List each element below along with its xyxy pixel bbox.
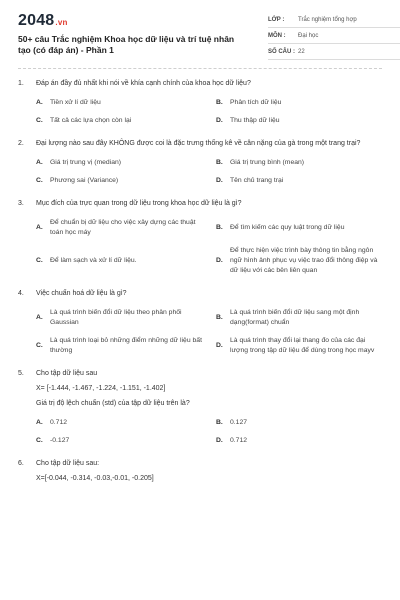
page-title: 50+ câu Trắc nghiệm Khoa học dữ liệu và trí tuệ nhân tạo (có đáp án) - Phần 1 (18, 34, 235, 55)
option-text: Để tìm kiếm các quy luật trong dữ liệu (230, 224, 345, 231)
question-4 (18, 288, 382, 356)
question-header (18, 368, 382, 379)
answer-option[interactable] (36, 116, 202, 126)
option-letter: C. (36, 257, 43, 264)
option-letter: D. (216, 177, 223, 184)
option-letter: C. (36, 437, 43, 444)
question-detail: X= [-1.444, -1.467, -1.224, -1.151, -1.402] (36, 385, 166, 392)
question-number: 6. (18, 460, 24, 467)
option-text: 0.712 (230, 437, 248, 444)
option-letter: A. (36, 99, 43, 106)
meta-value: Đại học (298, 32, 319, 39)
answer-option[interactable] (36, 176, 202, 186)
question-text: Cho tập dữ liệu sau: (36, 460, 100, 467)
option-text: 0.127 (230, 419, 248, 426)
question-detail: X=[-0.044, -0.314, -0.03,-0.01, -0.205] (36, 475, 154, 482)
option-text: Phương sai (Variance) (50, 177, 119, 184)
meta-value: Trắc nghiệm tổng hợp (298, 16, 357, 23)
option-letter: D. (216, 117, 223, 124)
answer-options (18, 418, 382, 446)
question-text: Cho tập dữ liệu sau (36, 370, 98, 377)
option-text: Phân tích dữ liệu (230, 99, 282, 106)
question-text: Việc chuẩn hoá dữ liệu là gì? (36, 290, 127, 297)
option-letter: D. (216, 257, 223, 264)
exam-meta (268, 12, 400, 60)
option-letter: C. (36, 117, 43, 124)
answer-option[interactable] (36, 308, 202, 328)
meta-row-class (268, 12, 400, 28)
answer-option[interactable] (216, 246, 382, 276)
meta-value: 22 (298, 48, 305, 55)
option-text: Là quá trình biến đổi dữ liệu sang một định dạng(format) chuẩn (230, 309, 360, 326)
answer-option[interactable] (36, 158, 202, 168)
question-number: 3. (18, 200, 24, 207)
answer-option[interactable] (216, 98, 382, 108)
site-logo[interactable] (18, 12, 68, 30)
question-number: 4. (18, 290, 24, 297)
option-letter: B. (216, 159, 223, 166)
option-text: Là quá trình thay đổi lại thang đo của các đại lượng trong tập dữ liệu để dùng trong học mayv (230, 337, 375, 354)
answer-option[interactable] (216, 176, 382, 186)
question-6 (18, 458, 382, 484)
option-letter: A. (36, 224, 43, 231)
logo-suffix: .vn (55, 18, 68, 27)
question-2 (18, 138, 382, 186)
answer-options (18, 98, 382, 126)
option-text: Tên chủ trang trại (230, 177, 284, 184)
question-number: 2. (18, 140, 24, 147)
meta-label: LỚP : (268, 16, 285, 23)
option-text: Để thực hiện việc trình bày thông tin bằng ngôn ngữ hình ảnh phục vụ việc trao đổi thông điệp và dữ liệu với các bên liên quan (230, 247, 378, 274)
question-header (18, 458, 382, 469)
answer-option[interactable] (36, 336, 202, 356)
question-header (18, 198, 382, 209)
logo-text: 2048 (18, 12, 55, 29)
option-text: -0.127 (50, 437, 70, 444)
answer-option[interactable] (36, 436, 202, 446)
option-letter: C. (36, 177, 43, 184)
question-1 (18, 78, 382, 126)
question-5 (18, 368, 382, 446)
option-letter: A. (36, 419, 43, 426)
option-text: Để làm sạch và xử lí dữ liệu. (50, 257, 137, 264)
answer-options (18, 308, 382, 356)
question-number: 5. (18, 370, 24, 377)
page-header (18, 0, 382, 70)
question-detail: Giá trị độ lệch chuẩn (std) của tập dữ liệu trên là? (36, 400, 190, 407)
answer-option[interactable] (216, 308, 382, 328)
option-text: Tiền xử lí dữ liệu (50, 99, 101, 106)
question-header (18, 138, 382, 149)
answer-option[interactable] (216, 158, 382, 168)
answer-option[interactable] (36, 418, 202, 428)
option-letter: B. (216, 419, 223, 426)
meta-label: MÔN : (268, 32, 286, 39)
answer-options (18, 158, 382, 186)
question-number: 1. (18, 80, 24, 87)
answer-option[interactable] (36, 98, 202, 108)
option-text: Giá trị trung vị (median) (50, 159, 122, 166)
answer-option[interactable] (216, 436, 382, 446)
answer-option[interactable] (216, 336, 382, 356)
option-text: Thu thập dữ liệu (230, 117, 280, 124)
option-letter: B. (216, 224, 223, 231)
option-letter: B. (216, 99, 223, 106)
question-header (18, 288, 382, 299)
option-letter: A. (36, 314, 43, 321)
question-header (18, 78, 382, 89)
answer-option[interactable] (36, 218, 202, 238)
question-text: Mục đích của trực quan trong dữ liệu trong khoa học dữ liệu là gì? (36, 200, 242, 207)
answer-option[interactable] (216, 116, 382, 126)
meta-row-count (268, 44, 400, 60)
meta-row-subject (268, 28, 400, 44)
header-divider (18, 68, 382, 69)
answer-option[interactable] (216, 418, 382, 428)
answer-options (18, 218, 382, 276)
option-text: Giá trị trung bình (mean) (230, 159, 305, 166)
question-text: Đại lượng nào sau đây KHÔNG được coi là đặc trưng thống kê về cân nặng của gà trong một trang trại? (36, 140, 361, 147)
answer-option[interactable] (216, 218, 382, 238)
question-3 (18, 198, 382, 276)
option-letter: B. (216, 314, 223, 321)
answer-option[interactable] (36, 246, 202, 276)
question-list (18, 78, 382, 496)
option-text: Tất cả các lựa chọn còn lại (50, 117, 132, 124)
meta-label: SỐ CÂU : (268, 48, 295, 55)
option-letter: A. (36, 159, 43, 166)
option-text: Là quá trình loại bỏ những điểm những dữ liệu bất thường (50, 337, 202, 354)
option-letter: D. (216, 437, 223, 444)
option-text: Để chuẩn bị dữ liệu cho việc xây dựng các thuật toán học máy (50, 219, 196, 236)
option-letter: C. (36, 342, 43, 349)
option-letter: D. (216, 342, 223, 349)
question-text: Đáp án đầy đủ nhất khi nói về khía cạnh chính của khoa học dữ liệu? (36, 80, 251, 87)
option-text: Là quá trình biến đổi dữ liệu theo phân phối Gaussian (50, 309, 182, 326)
option-text: 0.712 (50, 419, 68, 426)
